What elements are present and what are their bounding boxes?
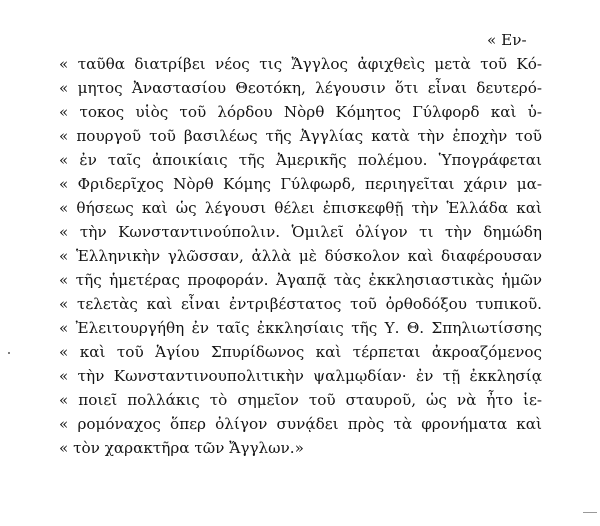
text-line: « Εν- bbox=[487, 31, 527, 49]
text-line: « ταῦθα διατρίβει νέος τις Ἄγγλος ἀφιχθεὶς μετὰ τοῦ Κό- bbox=[59, 55, 542, 73]
text-line: « τοκος υἱὸς τοῦ λόρδου Νὸρθ Κόμητος Γύλφορδ καὶ ὑ- bbox=[59, 103, 542, 121]
text-line: « θήσεως καὶ ὡς λέγουσι θέλει ἐπισκεφθῇ τὴν Ἑλλάδα καὶ bbox=[59, 199, 542, 217]
text-line: « τὸν χαρακτῆρα τῶν Ἄγγλων.» bbox=[59, 439, 304, 457]
text-line: « Ἐλειτουργήθη ἐν ταῖς ἐκκλησίαις τῆς Υ. Θ. Σπηλιωτίσσης bbox=[59, 319, 542, 337]
text-line: « μητος Ἀναστασίου Θεοτόκη, λέγουσιν ὅτι εἶναι δευτερό- bbox=[59, 79, 542, 97]
text-line: « τῆς ἡμετέρας προφοράν. Ἀγαπᾷ τὰς ἐκκλησιαστικὰς ἡμῶν bbox=[59, 271, 542, 289]
text-line: « πουργοῦ τοῦ βασιλέως τῆς Ἀγγλίας κατὰ τὴν ἐποχὴν τοῦ bbox=[59, 127, 542, 145]
text-line: « ποιεῖ πολλάκις τὸ σημεῖον τοῦ σταυροῦ, ὡς νὰ ἦτο ἱε- bbox=[59, 391, 542, 409]
text-line: « ἐν ταῖς ἀποικίαις τῆς Ἀμερικῆς πολέμου. Ὑπογράφεται bbox=[59, 151, 542, 169]
edge-mark bbox=[583, 512, 597, 513]
speck-mark bbox=[8, 352, 10, 354]
text-line: « καὶ τοῦ Ἁγίου Σπυρίδωνος καὶ τέρπεται ἀκροαζόμενος bbox=[59, 343, 542, 361]
text-line: « τὴν Κωνσταντινουπολιτικὴν ψαλμῳδίαν· ἐν τῇ ἐκκλησίᾳ bbox=[59, 367, 542, 385]
text-line: « τὴν Κωνσταντινούπολιν. Ὁμιλεῖ ὀλίγον τι τὴν δημώδη bbox=[59, 223, 542, 241]
text-line: « Ἑλληνικὴν γλῶσσαν, ἀλλὰ μὲ δύσκολον καὶ διαφέρουσαν bbox=[59, 247, 542, 265]
text-line: « τελετὰς καὶ εἶναι ἐντριβέστατος τοῦ ὀρθοδόξου τυπικοῦ. bbox=[59, 295, 542, 313]
text-line: « Φριδερῖχος Νὸρθ Κόμης Γύλφωρδ, περιηγεῖται χάριν μα- bbox=[59, 175, 542, 193]
text-line: « ρομόναχος ὅπερ ὀλίγον συνᾴδει πρὸς τὰ φρονήματα καὶ bbox=[59, 415, 542, 433]
